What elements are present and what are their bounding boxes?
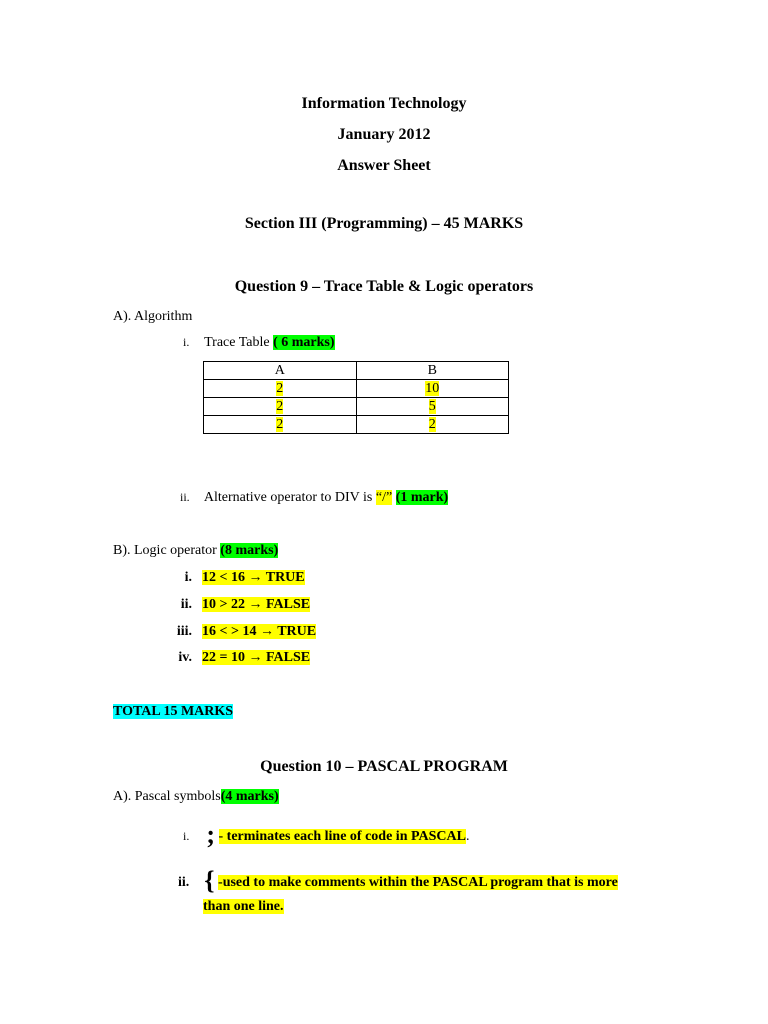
- q10-item-ii-text-line2: than one line.: [203, 899, 284, 914]
- trace-table-header-a: A: [204, 362, 357, 380]
- doc-title: Information Technology: [301, 95, 467, 112]
- q9-item-ii-label: Alternative operator to DIV is: [203, 490, 373, 505]
- section-title: Section III (Programming) – 45 MARKS: [244, 215, 524, 232]
- logic-item-text: 22 = 10 → FALSE: [202, 650, 311, 665]
- q9-item-ii-value: “/”: [375, 490, 393, 505]
- q9-title: Question 9 – Trace Table & Logic operators: [234, 278, 534, 295]
- q9-item-i: [183, 335, 335, 351]
- logic-item-number: iii.: [176, 624, 192, 639]
- trace-value-b: 10: [425, 381, 440, 396]
- q10-item-i-text: - terminates each line of code in PASCAL: [218, 829, 466, 844]
- logic-item-text: 12 < 16 → TRUE: [202, 570, 305, 585]
- q10-item-i-number: i.: [183, 829, 190, 843]
- trace-cell: [204, 416, 357, 434]
- q10-item-i: [183, 820, 469, 850]
- q9-part-b-label: B). Logic operator: [113, 543, 217, 558]
- doc-subtitle: Answer Sheet: [337, 157, 431, 174]
- trace-value-a: 2: [276, 417, 284, 432]
- trace-cell: [356, 398, 509, 416]
- q10-part-a-label: A). Pascal symbols: [113, 789, 221, 804]
- q9-item-ii: [180, 490, 448, 506]
- q10-item-ii: [178, 866, 618, 896]
- logic-item: [158, 597, 310, 613]
- q9-item-ii-marks: (1 mark): [395, 490, 449, 505]
- trace-cell: [204, 398, 357, 416]
- table-row: [204, 380, 509, 398]
- logic-item-number: i.: [184, 570, 192, 585]
- trace-table-header-b: B: [356, 362, 509, 380]
- q10-item-ii-symbol: {: [204, 866, 215, 895]
- table-row: [204, 398, 509, 416]
- logic-item: [158, 570, 305, 586]
- trace-value-a: 2: [276, 381, 284, 396]
- q9-item-i-label: Trace Table: [204, 335, 270, 350]
- logic-item-number: ii.: [180, 597, 192, 612]
- trace-value-b: 5: [428, 399, 436, 414]
- q9-item-i-number: i.: [183, 335, 190, 349]
- trace-table: [203, 361, 509, 434]
- q10-part-a: [113, 789, 279, 805]
- q9-item-ii-number: ii.: [180, 490, 190, 504]
- logic-item-text: 16 < > 14 → TRUE: [202, 624, 317, 639]
- doc-date: January 2012: [337, 126, 431, 143]
- trace-cell: [356, 416, 509, 434]
- q9-item-i-marks: ( 6 marks): [273, 335, 335, 350]
- q10-item-ii-number: ii.: [178, 875, 190, 890]
- logic-item: [158, 624, 316, 640]
- trace-value-b: 2: [428, 417, 436, 432]
- q10-item-i-symbol: ;: [206, 820, 216, 849]
- q10-item-ii-text-line1: -used to make comments within the PASCAL program that is more: [218, 875, 618, 890]
- q9-part-b: [113, 543, 278, 559]
- trace-cell: [204, 380, 357, 398]
- table-row: [204, 416, 509, 434]
- logic-item: [158, 650, 310, 666]
- q10-title: Question 10 – PASCAL PROGRAM: [260, 758, 508, 775]
- trace-cell: [356, 380, 509, 398]
- q10-item-i-end: .: [465, 829, 470, 844]
- q10-item-ii-continuation: [203, 899, 284, 915]
- trace-value-a: 2: [276, 399, 284, 414]
- q9-total: [113, 704, 233, 720]
- q10-part-a-marks: (4 marks): [220, 789, 279, 804]
- q9-part-b-marks: (8 marks): [220, 543, 279, 558]
- q9-part-a-label: A). Algorithm: [113, 309, 193, 324]
- logic-item-number: iv.: [178, 650, 192, 665]
- trace-table-header-row: [204, 362, 509, 380]
- q9-total-text: TOTAL 15 MARKS: [113, 704, 234, 719]
- logic-item-text: 10 > 22 → FALSE: [202, 597, 311, 612]
